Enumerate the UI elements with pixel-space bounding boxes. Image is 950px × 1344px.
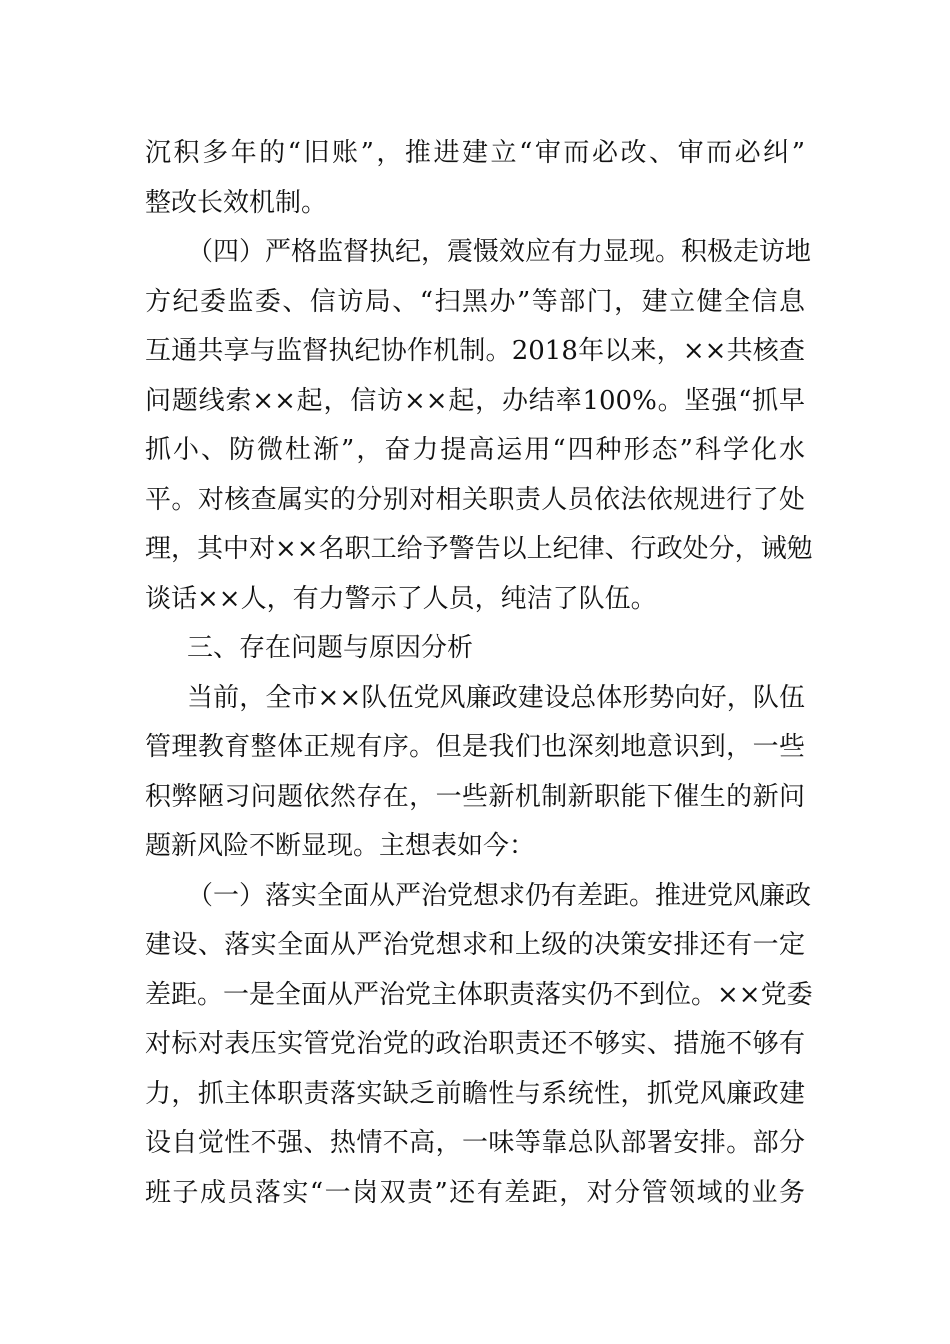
text-line: 题新风险不断显现。主想表如今： [145, 831, 536, 861]
text-line: 方纪委监委、信访局、“扫黑办”等部门，建立健全信息 [145, 286, 805, 317]
text-line: （四）严格监督执纪，震慑效应有力显现。积极走访地 [187, 237, 812, 267]
text-line: 互通共享与监督执纪协作机制。2018年以来，××共核查 [145, 336, 805, 366]
text-line: 整改长效机制。 [145, 187, 328, 218]
text-line: 班子成员落实“一岗双责”还有差距，对分管领域的业务 [145, 1177, 805, 1208]
text-line: 沉积多年的“旧账”，推进建立“审而必改、审而必纠” [145, 138, 805, 168]
text-line: 积弊陋习问题依然存在，一些新机制新职能下催生的新问 [145, 781, 805, 812]
text-line: 谈话××人，有力警示了人员，纯洁了队伍。 [145, 583, 657, 614]
text-line: 当前，全市××队伍党风廉政建设总体形势向好，队伍 [187, 682, 805, 713]
text-line: 理，其中对××名职工给予警告以上纪律、行政处分，诫勉 [145, 534, 813, 564]
text-line: 问题线索××起，信访××起，办结率100%。坚强“抓早 [145, 385, 805, 416]
text-line: 力，抓主体职责落实缺乏前瞻性与系统性，抓党风廉政建 [145, 1078, 805, 1109]
text-line: 建设、落实全面从严治党想求和上级的决策安排还有一定 [145, 930, 805, 960]
text-line: 抓小、防微杜渐”，奋力提高运用“四种形态”科学化水 [145, 435, 805, 465]
text-line: 三、存在问题与原因分析 [187, 633, 474, 663]
text-line: 对标对表压实管党治党的政治职责还不够实、措施不够有 [145, 1029, 805, 1059]
text-line: 差距。一是全面从严治党主体职责落实仍不到位。××党委 [145, 979, 813, 1010]
text-line: 设自觉性不强、热情不高，一味等靠总队部署安排。部分 [145, 1128, 805, 1158]
text-line: （一）落实全面从严治党想求仍有差距。推进党风廉政 [187, 880, 812, 911]
text-line: 平。对核查属实的分别对相关职责人员依法依规进行了处 [145, 484, 805, 515]
text-line: 管理教育整体正规有序。但是我们也深刻地意识到，一些 [145, 732, 805, 762]
